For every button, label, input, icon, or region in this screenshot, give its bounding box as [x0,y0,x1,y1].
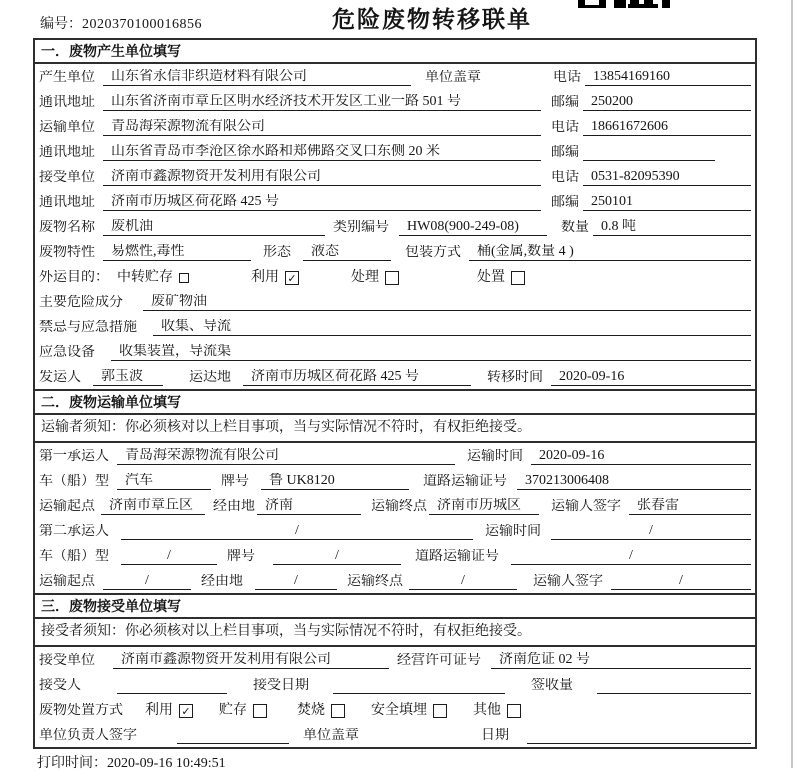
form-row [35,164,755,189]
field-label: 道路运输证号 [415,549,499,564]
page-title: 危险废物转移联单 [332,6,532,32]
form-row [35,468,755,493]
field-label: 接受人 [39,678,81,693]
field-underline: 张春雷 [629,498,751,515]
field-underline: 郭玉波 [93,369,163,386]
field-label: 车（船）型 [39,474,109,489]
checkbox-option [297,703,345,719]
field-label: 经营许可证号 [397,653,481,668]
form-row [35,214,755,239]
checkbox-label: 其他 [473,703,501,718]
form-row [35,189,755,214]
field-underline: 收集、导流 [153,319,751,336]
field-underline: 济南市章丘区 [101,498,205,515]
field-label: 外运目的： [39,270,109,285]
field-underline: 济南市鑫源物资开发利用有限公司 [113,652,389,669]
field-label: 电话 [551,120,579,135]
form-row [35,672,755,697]
qr-code-fragment [578,0,670,8]
field-underline: 汽车 [117,473,211,490]
field-label: 单位负责人签字 [39,728,137,743]
form-row [35,364,755,389]
document-number-label: 编号： [40,17,82,32]
field-label: 包装方式 [405,245,461,260]
document-number-value: 2020370100016856 [82,17,202,32]
field-label: 接受单位 [39,170,95,185]
field-underline: 鲁 UK8120 [261,473,409,490]
field-label: 接受日期 [253,678,309,693]
form-box [33,38,757,749]
checkbox-option [351,270,399,286]
checkbox-option [371,703,447,719]
field-label: 牌号 [227,549,255,564]
field-label: 电话 [551,170,579,185]
field-underline: 废矿物油 [143,294,751,311]
section-heading: 三．废物接受单位填写 [35,595,755,619]
form-row [35,264,755,289]
section-heading: 二．废物运输单位填写 [35,391,755,415]
checkbox-label: 利用 [251,270,279,285]
field-label: 废物特性 [39,245,95,260]
field-label: 邮编 [551,95,579,110]
field-underline: 0.8 吨 [593,219,751,236]
document-number [40,13,202,33]
field-label: 第二承运人 [39,524,109,539]
field-label: 运输人签字 [551,499,621,514]
field-underline: / [255,573,337,590]
field-underline: / [511,548,751,565]
form-row [35,314,755,339]
field-underline: 13854169160 [585,69,751,86]
field-underline: 易燃性,毒性 [103,244,251,261]
notice-row: 接受者须知：你必须核对以上栏目事项，当与实际情况不符时，有权拒绝接受。 [35,619,755,647]
print-time-value: 2020-09-16 10:49:51 [107,756,226,771]
field-underline: 桶(金属,数量 4 ) [469,244,751,261]
form-row [35,518,755,543]
field-label: 主要危险成分 [39,295,123,310]
field-label: 经由地 [201,574,243,589]
field-label: 运输终点 [371,499,427,514]
checkbox-label: 处理 [351,270,379,285]
notice-row: 运输者须知：你必须核对以上栏目事项，当与实际情况不符时，有权拒绝接受。 [35,415,755,443]
checkbox-box [433,704,447,718]
field-underline: / [121,523,473,540]
field-underline: 收集装置，导流渠 [111,344,751,361]
form-row [35,89,755,114]
field-underline: 济南危证 02 号 [491,652,751,669]
field-underline: / [103,573,191,590]
field-underline: HW08(900-249-08) [399,219,547,236]
checkbox-box [331,704,345,718]
checkbox-box [507,704,521,718]
section-receiver [35,593,755,747]
checkbox-box [253,704,267,718]
print-time-label: 打印时间： [37,756,107,771]
field-underline [583,145,715,161]
form-row [35,139,755,164]
field-label: 通讯地址 [39,145,95,160]
field-label: 邮编 [551,145,579,160]
checkbox-box: ✓ [179,704,193,718]
field-label: 运输时间 [467,449,523,464]
field-label: 废物处置方式 [39,703,123,718]
field-underline: 山东省济南市章丘区明水经济技术开发区工业一路 501 号 [103,94,541,111]
checkbox-label: 贮存 [219,703,247,718]
field-underline: / [121,548,217,565]
field-underline: / [551,523,751,540]
field-label: 形态 [263,245,291,260]
form-row [35,289,755,314]
field-underline: 液态 [303,244,391,261]
field-label: 电话 [553,70,581,85]
field-underline: 250200 [583,94,751,111]
field-underline [117,678,227,694]
field-label: 运输单位 [39,120,95,135]
field-label: 经由地 [213,499,255,514]
checkbox-option [145,703,193,719]
checkbox-option [477,270,525,286]
checkbox-box [385,271,399,285]
checkbox-label: 焚烧 [297,703,325,718]
field-underline: 济南市历城区荷花路 425 号 [103,194,541,211]
form-row [35,239,755,264]
section-heading: 一．废物产生单位填写 [35,40,755,64]
field-underline: 废机油 [103,219,325,236]
checkbox-option [473,703,521,719]
field-label: 应急设备 [39,345,95,360]
field-label: 运输终点 [347,574,403,589]
field-underline [177,728,289,744]
field-label: 车（船）型 [39,549,109,564]
field-underline: 青岛海荣源物流有限公司 [117,448,455,465]
field-label: 签收量 [531,678,573,693]
field-underline: 济南市历城区荷花路 425 号 [243,369,471,386]
checkbox-box: ✓ [285,271,299,285]
form-row [35,568,755,593]
field-underline: 2020-09-16 [551,369,751,386]
form-row [35,64,755,89]
field-label: 日期 [481,728,509,743]
checkbox-option [117,270,189,286]
field-label: 发运人 [39,370,81,385]
field-underline: / [611,573,751,590]
field-label: 废物名称 [39,220,95,235]
print-time [37,752,226,772]
section-transporter [35,389,755,593]
checkbox-label: 利用 [145,703,173,718]
page-edge [791,0,793,768]
field-underline: 济南市历城区 [429,498,539,515]
field-label: 道路运输证号 [423,474,507,489]
form-row [35,647,755,672]
checkbox-option [219,703,267,719]
field-underline: 山东省青岛市李沧区徐水路和郑佛路交叉口东侧 20 米 [103,144,541,161]
form-row [35,493,755,518]
form-row [35,114,755,139]
field-label: 通讯地址 [39,95,95,110]
field-label: 第一承运人 [39,449,109,464]
field-underline: / [273,548,401,565]
field-label: 单位盖章 [425,70,481,85]
field-label: 类别编号 [333,220,389,235]
field-label: 通讯地址 [39,195,95,210]
checkbox-label: 中转贮存 [117,270,173,285]
field-underline: 山东省永信非织造材料有限公司 [103,69,411,86]
form-row [35,443,755,468]
field-underline: 济南 [257,498,361,515]
field-underline: 18661672606 [583,119,751,136]
checkbox-label: 安全填埋 [371,703,427,718]
field-label: 运输起点 [39,499,95,514]
field-label: 转移时间 [487,370,543,385]
field-label: 运输人签字 [533,574,603,589]
field-underline: 250101 [583,194,751,211]
field-underline [527,728,751,744]
field-underline [333,678,505,694]
field-label: 数量 [561,220,589,235]
field-underline: 0531-82095390 [583,169,751,186]
field-label: 邮编 [551,195,579,210]
field-underline: 370213006408 [517,473,751,490]
field-label: 单位盖章 [303,728,359,743]
field-underline: 2020-09-16 [531,448,751,465]
checkbox-box [179,273,189,283]
field-label: 接受单位 [39,653,95,668]
field-label: 运输时间 [485,524,541,539]
form-row [35,339,755,364]
section-producer [35,40,755,389]
field-label: 禁忌与应急措施 [39,320,137,335]
checkbox-label: 处置 [477,270,505,285]
field-underline: / [409,573,517,590]
field-underline: 青岛海荣源物流有限公司 [103,119,541,136]
field-label: 牌号 [221,474,249,489]
field-label: 运达地 [189,370,231,385]
field-underline [597,678,751,694]
checkbox-option [251,270,299,286]
checkbox-box [511,271,525,285]
field-label: 运输起点 [39,574,95,589]
field-underline: 济南市鑫源物资开发利用有限公司 [103,169,541,186]
form-row [35,722,755,747]
form-row [35,543,755,568]
field-label: 产生单位 [39,70,95,85]
form-row [35,697,755,722]
